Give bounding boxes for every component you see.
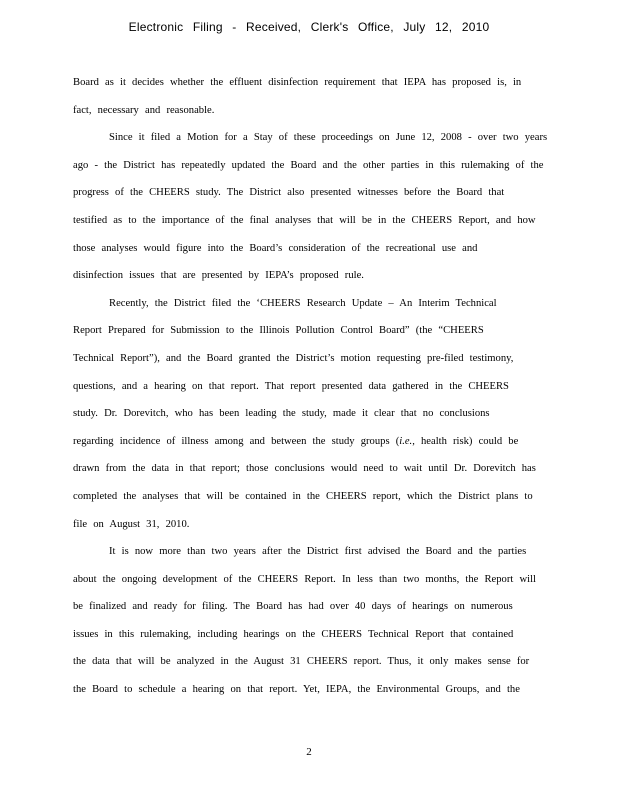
body-line: fact, necessary and reasonable. — [73, 104, 215, 116]
page-number: 2 — [306, 746, 312, 758]
body-line: Report Prepared for Submission to the Illinois Pollution Control Board” (the “CHEERS — [73, 325, 484, 337]
body-line: questions, and a hearing on that report. That report presented data gathered in the CHEERS — [73, 380, 509, 392]
body-line: be finalized and ready for filing. The Board has had over 40 days of hearings on numerous — [73, 601, 513, 613]
body-line: file on August 31, 2010. — [73, 518, 190, 530]
body-line: about the ongoing development of the CHEERS Report. In less than two months, the Report will — [73, 573, 536, 585]
body-line: drawn from the data in that report; those conclusions would need to wait until Dr. Dorevitch has — [73, 463, 536, 475]
paragraph-start-line: Recently, the District filed the ‘CHEERS Research Update – An Interim Technical — [109, 297, 497, 309]
body-line: disinfection issues that are presented by IEPA’s proposed rule. — [73, 270, 364, 282]
body-line: ago - the District has repeatedly updated the Board and the other parties in this rulemaking of the — [73, 159, 544, 171]
paragraph-start-line: It is now more than two years after the District first advised the Board and the parties — [109, 546, 527, 558]
body-line: Board as it decides whether the effluent disinfection requirement that IEPA has proposed is, in — [73, 77, 522, 88]
body-line: those analyses would figure into the Board’s consideration of the recreational use and — [73, 242, 478, 254]
body-line: the data that will be analyzed in the August 31 CHEERS report. Thus, it only makes sense for — [73, 656, 530, 668]
italic-abbreviation: i.e. — [399, 435, 413, 447]
filing-stamp-header: Electronic Filing - Received, Clerk's Office, July 12, 2010 — [128, 20, 490, 34]
body-line-with-italic — [73, 428, 543, 456]
body-line: study. Dr. Dorevitch, who has been leading the study, made it clear that no conclusions — [73, 408, 490, 420]
body-line-segment: regarding incidence of illness among and between the study groups ( — [73, 435, 400, 447]
paragraph-start-line: Since it filed a Motion for a Stay of these proceedings on June 12, 2008 - over two years — [109, 132, 548, 144]
body-line-segment: , health risk) could be — [412, 435, 519, 447]
body-line: Technical Report”), and the Board granted the District’s motion requesting pre-filed testimony, — [73, 352, 514, 364]
body-line: progress of the CHEERS study. The District also presented witnesses before the Board that — [73, 187, 505, 199]
document-body — [73, 69, 548, 704]
body-line: completed the analyses that will be contained in the CHEERS report, which the District plans to — [73, 490, 533, 502]
body-line: the Board to schedule a hearing on that report. Yet, IEPA, the Environmental Groups, and the — [73, 684, 520, 696]
body-line: testified as to the importance of the final analyses that will be in the CHEERS Report, and how — [73, 214, 536, 226]
body-line: issues in this rulemaking, including hearings on the CHEERS Technical Report that contained — [73, 628, 514, 640]
